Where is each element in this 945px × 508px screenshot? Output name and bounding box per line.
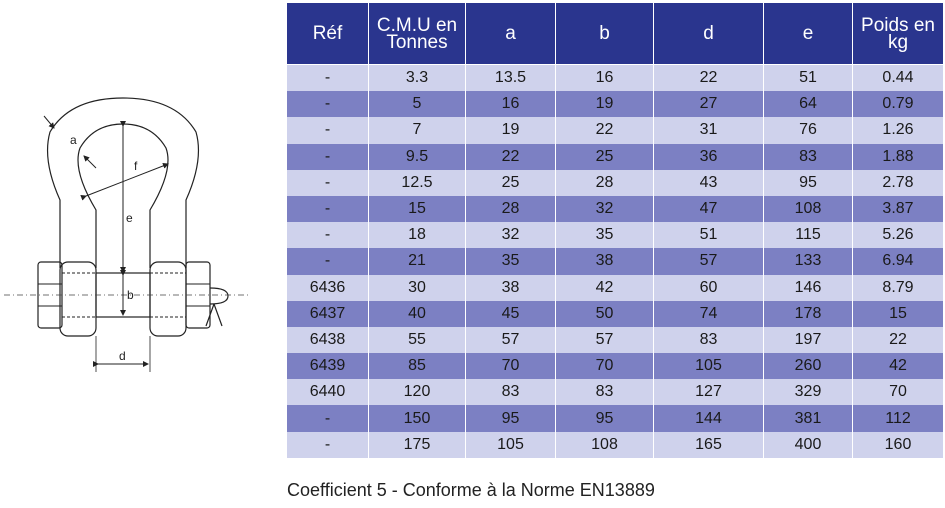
table-cell: 22 — [556, 117, 654, 143]
table-cell: 144 — [654, 405, 764, 431]
table-cell: 1.88 — [853, 144, 944, 170]
header-cmu: C.M.U en Tonnes — [369, 3, 466, 65]
table-cell: 1.26 — [853, 117, 944, 143]
header-b: b — [556, 3, 654, 65]
table-cell: 83 — [654, 327, 764, 353]
label-d: d — [119, 349, 126, 363]
table-cell: 31 — [654, 117, 764, 143]
table-cell: 165 — [654, 432, 764, 458]
table-cell: 28 — [556, 170, 654, 196]
header-d: d — [654, 3, 764, 65]
table-cell: 36 — [654, 144, 764, 170]
table-cell: 6440 — [287, 379, 369, 405]
table-cell: 21 — [369, 248, 466, 274]
table-cell: 105 — [466, 432, 556, 458]
table-cell: 19 — [466, 117, 556, 143]
table-cell: 70 — [556, 353, 654, 379]
table-cell: 127 — [654, 379, 764, 405]
header-weight: Poids en kg — [853, 3, 944, 65]
table-cell: 8.79 — [853, 275, 944, 301]
table-cell: 133 — [764, 248, 853, 274]
table-cell: - — [287, 432, 369, 458]
table-cell: 2.78 — [853, 170, 944, 196]
header-row — [287, 3, 944, 65]
table-cell: 74 — [654, 301, 764, 327]
table-cell: 76 — [764, 117, 853, 143]
table-cell: 51 — [764, 65, 853, 92]
table-cell: 197 — [764, 327, 853, 353]
table-cell: 22 — [654, 65, 764, 92]
label-f: f — [134, 159, 138, 173]
table-cell: 60 — [654, 275, 764, 301]
table-cell: 120 — [369, 379, 466, 405]
table-row — [287, 144, 944, 170]
footnote: Coefficient 5 - Conforme à la Norme EN13889 — [287, 480, 655, 500]
table-cell: 85 — [369, 353, 466, 379]
table-cell: 6437 — [287, 301, 369, 327]
table-cell: 160 — [853, 432, 944, 458]
table-cell: 83 — [764, 144, 853, 170]
table-cell: - — [287, 405, 369, 431]
table-cell: 6436 — [287, 275, 369, 301]
table-cell: 83 — [556, 379, 654, 405]
table-cell: 12.5 — [369, 170, 466, 196]
table-row — [287, 353, 944, 379]
table-cell: 35 — [556, 222, 654, 248]
table-cell: 178 — [764, 301, 853, 327]
table-cell: 13.5 — [466, 65, 556, 92]
table-cell: 150 — [369, 405, 466, 431]
table-cell: 19 — [556, 91, 654, 117]
table-cell: 0.44 — [853, 65, 944, 92]
table-cell: - — [287, 144, 369, 170]
table-cell: 22 — [466, 144, 556, 170]
table-cell: 115 — [764, 222, 853, 248]
table-cell: 27 — [654, 91, 764, 117]
table-cell: 47 — [654, 196, 764, 222]
table-cell: 70 — [853, 379, 944, 405]
table-cell: 112 — [853, 405, 944, 431]
table-cell: 42 — [853, 353, 944, 379]
table-cell: 6438 — [287, 327, 369, 353]
table-row — [287, 196, 944, 222]
table-cell: 43 — [654, 170, 764, 196]
table-cell: 38 — [466, 275, 556, 301]
table-cell: 32 — [466, 222, 556, 248]
label-e: e — [126, 211, 133, 225]
table-cell: 5 — [369, 91, 466, 117]
table-cell: 42 — [556, 275, 654, 301]
table-cell: 260 — [764, 353, 853, 379]
table-cell: 25 — [466, 170, 556, 196]
table-cell: 40 — [369, 301, 466, 327]
shackle-diagram — [0, 0, 280, 508]
table-row — [287, 275, 944, 301]
table-cell: 28 — [466, 196, 556, 222]
table-cell: 16 — [466, 91, 556, 117]
table-cell: 6439 — [287, 353, 369, 379]
table-cell: - — [287, 170, 369, 196]
table-cell: 55 — [369, 327, 466, 353]
table-row — [287, 301, 944, 327]
table-cell: 22 — [853, 327, 944, 353]
table-cell: 38 — [556, 248, 654, 274]
table-row — [287, 91, 944, 117]
table-row — [287, 65, 944, 92]
table-cell: 3.87 — [853, 196, 944, 222]
table-cell: 50 — [556, 301, 654, 327]
table-cell: 105 — [654, 353, 764, 379]
table-row — [287, 117, 944, 143]
table-row — [287, 405, 944, 431]
label-a: a — [70, 133, 77, 147]
table-cell: 108 — [556, 432, 654, 458]
table-cell: 9.5 — [369, 144, 466, 170]
header-e: e — [764, 3, 853, 65]
table-cell: 95 — [466, 405, 556, 431]
table-cell: 16 — [556, 65, 654, 92]
table-cell: 51 — [654, 222, 764, 248]
table-row — [287, 248, 944, 274]
table-cell: 57 — [556, 327, 654, 353]
table-cell: 15 — [369, 196, 466, 222]
header-a: a — [466, 3, 556, 65]
table-cell: 146 — [764, 275, 853, 301]
table-row — [287, 327, 944, 353]
table-cell: 25 — [556, 144, 654, 170]
table-cell: 32 — [556, 196, 654, 222]
table-cell: 95 — [556, 405, 654, 431]
shackle-spec-table — [286, 2, 944, 458]
table-cell: 7 — [369, 117, 466, 143]
table-cell: 381 — [764, 405, 853, 431]
table-cell: 400 — [764, 432, 853, 458]
table-row — [287, 379, 944, 405]
table-cell: - — [287, 117, 369, 143]
table-row — [287, 222, 944, 248]
table-cell: 15 — [853, 301, 944, 327]
table-cell: - — [287, 91, 369, 117]
label-b: b — [127, 288, 134, 302]
table-cell: 45 — [466, 301, 556, 327]
table-cell: 5.26 — [853, 222, 944, 248]
cotter-pin — [210, 288, 228, 304]
table-cell: 83 — [466, 379, 556, 405]
table-cell: 64 — [764, 91, 853, 117]
table-cell: 57 — [466, 327, 556, 353]
table-cell: - — [287, 248, 369, 274]
table-cell: 35 — [466, 248, 556, 274]
header-ref: Réf — [287, 3, 369, 65]
table-cell: 108 — [764, 196, 853, 222]
table-cell: 57 — [654, 248, 764, 274]
table-row — [287, 432, 944, 458]
table-cell: 6.94 — [853, 248, 944, 274]
table-cell: - — [287, 222, 369, 248]
table-cell: 70 — [466, 353, 556, 379]
table-row — [287, 170, 944, 196]
table-cell: 95 — [764, 170, 853, 196]
table-cell: 18 — [369, 222, 466, 248]
table-cell: 329 — [764, 379, 853, 405]
table-cell: 30 — [369, 275, 466, 301]
table-cell: 0.79 — [853, 91, 944, 117]
table-cell: - — [287, 65, 369, 92]
table-cell: - — [287, 196, 369, 222]
table-cell: 3.3 — [369, 65, 466, 92]
table-cell: 175 — [369, 432, 466, 458]
